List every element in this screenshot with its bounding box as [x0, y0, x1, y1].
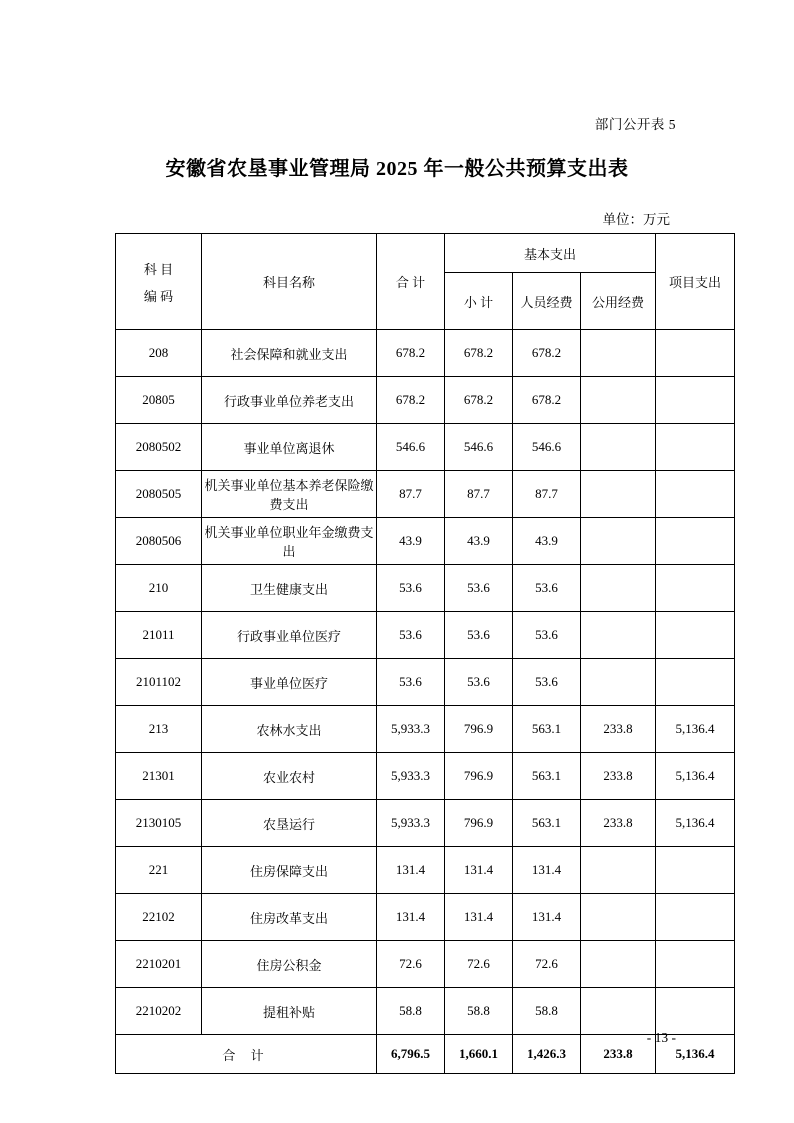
row-personnel: 678.2 [513, 377, 581, 424]
row-project: 5,136.4 [656, 706, 735, 753]
row-project [656, 988, 735, 1035]
row-code: 21301 [116, 753, 202, 800]
row-public [581, 659, 656, 706]
row-project [656, 377, 735, 424]
row-public: 233.8 [581, 800, 656, 847]
row-name: 提租补贴 [202, 988, 377, 1035]
row-name: 行政事业单位医疗 [202, 612, 377, 659]
table-row [116, 941, 735, 988]
row-subtotal: 72.6 [445, 941, 513, 988]
table-row [116, 894, 735, 941]
row-subtotal: 546.6 [445, 424, 513, 471]
row-public [581, 377, 656, 424]
row-subtotal: 53.6 [445, 565, 513, 612]
total-public: 233.8 [581, 1035, 656, 1074]
row-personnel: 563.1 [513, 800, 581, 847]
row-code: 20805 [116, 377, 202, 424]
total-label: 合 计 [116, 1035, 377, 1074]
row-code: 210 [116, 565, 202, 612]
row-code: 2080505 [116, 471, 202, 518]
row-total: 5,933.3 [377, 753, 445, 800]
row-total: 5,933.3 [377, 800, 445, 847]
table-row [116, 471, 735, 518]
row-name: 社会保障和就业支出 [202, 330, 377, 377]
table-row [116, 330, 735, 377]
row-total: 546.6 [377, 424, 445, 471]
row-personnel: 87.7 [513, 471, 581, 518]
row-subtotal: 678.2 [445, 377, 513, 424]
table-row [116, 800, 735, 847]
row-personnel: 546.6 [513, 424, 581, 471]
row-subtotal: 53.6 [445, 659, 513, 706]
row-project [656, 894, 735, 941]
row-total: 131.4 [377, 847, 445, 894]
table-row [116, 424, 735, 471]
row-code: 2080506 [116, 518, 202, 565]
row-project [656, 330, 735, 377]
header-code-line2: 编 码 [143, 288, 174, 304]
row-personnel: 563.1 [513, 753, 581, 800]
row-total: 58.8 [377, 988, 445, 1035]
header-personnel: 人员经费 [513, 273, 581, 330]
row-code: 213 [116, 706, 202, 753]
row-total: 72.6 [377, 941, 445, 988]
row-subtotal: 87.7 [445, 471, 513, 518]
table-body [116, 330, 735, 1035]
header-subtotal: 小 计 [445, 273, 513, 330]
row-public [581, 847, 656, 894]
header-basic-group: 基本支出 [445, 234, 656, 273]
table-row [116, 847, 735, 894]
row-name: 农林水支出 [202, 706, 377, 753]
table-row [116, 518, 735, 565]
row-public: 233.8 [581, 706, 656, 753]
row-subtotal: 131.4 [445, 847, 513, 894]
row-total: 131.4 [377, 894, 445, 941]
row-name: 卫生健康支出 [202, 565, 377, 612]
table-row [116, 377, 735, 424]
row-code: 22102 [116, 894, 202, 941]
row-code: 2101102 [116, 659, 202, 706]
total-project: 5,136.4 [656, 1035, 735, 1074]
row-project [656, 424, 735, 471]
row-subtotal: 58.8 [445, 988, 513, 1035]
row-total: 53.6 [377, 659, 445, 706]
row-project: 5,136.4 [656, 753, 735, 800]
row-code: 2130105 [116, 800, 202, 847]
row-personnel: 131.4 [513, 894, 581, 941]
table-row [116, 988, 735, 1035]
header-name: 科目名称 [202, 234, 377, 330]
row-code: 21011 [116, 612, 202, 659]
header-public: 公用经费 [581, 273, 656, 330]
total-total: 6,796.5 [377, 1035, 445, 1074]
row-subtotal: 131.4 [445, 894, 513, 941]
row-total: 678.2 [377, 377, 445, 424]
row-name: 事业单位离退休 [202, 424, 377, 471]
row-personnel: 53.6 [513, 565, 581, 612]
row-subtotal: 678.2 [445, 330, 513, 377]
row-personnel: 72.6 [513, 941, 581, 988]
row-code: 2080502 [116, 424, 202, 471]
header-code-line1: 科 目 [143, 261, 174, 277]
row-project [656, 941, 735, 988]
table-total-row [116, 1035, 735, 1074]
row-public [581, 330, 656, 377]
row-code: 208 [116, 330, 202, 377]
row-total: 53.6 [377, 565, 445, 612]
row-name: 住房保障支出 [202, 847, 377, 894]
header-total: 合 计 [377, 234, 445, 330]
table-row [116, 659, 735, 706]
row-total: 5,933.3 [377, 706, 445, 753]
row-total: 678.2 [377, 330, 445, 377]
table-row [116, 753, 735, 800]
row-name: 机关事业单位职业年金缴费支出 [202, 518, 377, 565]
row-public [581, 612, 656, 659]
row-project [656, 847, 735, 894]
row-project [656, 471, 735, 518]
row-name: 农业农村 [202, 753, 377, 800]
row-project [656, 612, 735, 659]
table-header-row-1 [116, 234, 735, 273]
header-note: 部门公开表 5 [594, 117, 676, 132]
row-name: 农垦运行 [202, 800, 377, 847]
row-personnel: 53.6 [513, 612, 581, 659]
row-name: 事业单位医疗 [202, 659, 377, 706]
table-row [116, 706, 735, 753]
row-name: 行政事业单位养老支出 [202, 377, 377, 424]
row-code: 2210202 [116, 988, 202, 1035]
row-name: 住房改革支出 [202, 894, 377, 941]
row-public [581, 941, 656, 988]
row-name: 机关事业单位基本养老保险缴费支出 [202, 471, 377, 518]
row-name: 住房公积金 [202, 941, 377, 988]
page-number: - 13 - [646, 1030, 676, 1045]
header-code [116, 234, 202, 330]
row-personnel: 131.4 [513, 847, 581, 894]
row-project [656, 659, 735, 706]
row-subtotal: 796.9 [445, 706, 513, 753]
row-code: 2210201 [116, 941, 202, 988]
budget-table [115, 233, 735, 1074]
total-personnel: 1,426.3 [513, 1035, 581, 1074]
row-personnel: 53.6 [513, 659, 581, 706]
row-public: 233.8 [581, 753, 656, 800]
row-subtotal: 43.9 [445, 518, 513, 565]
unit-note: 单位：万元 [602, 212, 670, 227]
table-row [116, 612, 735, 659]
row-public [581, 471, 656, 518]
header-project: 项目支出 [656, 234, 735, 330]
row-code: 221 [116, 847, 202, 894]
row-total: 53.6 [377, 612, 445, 659]
row-total: 87.7 [377, 471, 445, 518]
row-personnel: 678.2 [513, 330, 581, 377]
row-public [581, 894, 656, 941]
row-project [656, 518, 735, 565]
row-public [581, 518, 656, 565]
row-personnel: 58.8 [513, 988, 581, 1035]
table-row [116, 565, 735, 612]
row-subtotal: 53.6 [445, 612, 513, 659]
row-public [581, 424, 656, 471]
row-personnel: 43.9 [513, 518, 581, 565]
row-subtotal: 796.9 [445, 753, 513, 800]
row-personnel: 563.1 [513, 706, 581, 753]
total-subtotal: 1,660.1 [445, 1035, 513, 1074]
row-project [656, 565, 735, 612]
page-title: 安徽省农垦事业管理局 2025 年一般公共预算支出表 [165, 158, 629, 180]
row-public [581, 988, 656, 1035]
row-public [581, 565, 656, 612]
row-subtotal: 796.9 [445, 800, 513, 847]
row-total: 43.9 [377, 518, 445, 565]
row-project: 5,136.4 [656, 800, 735, 847]
